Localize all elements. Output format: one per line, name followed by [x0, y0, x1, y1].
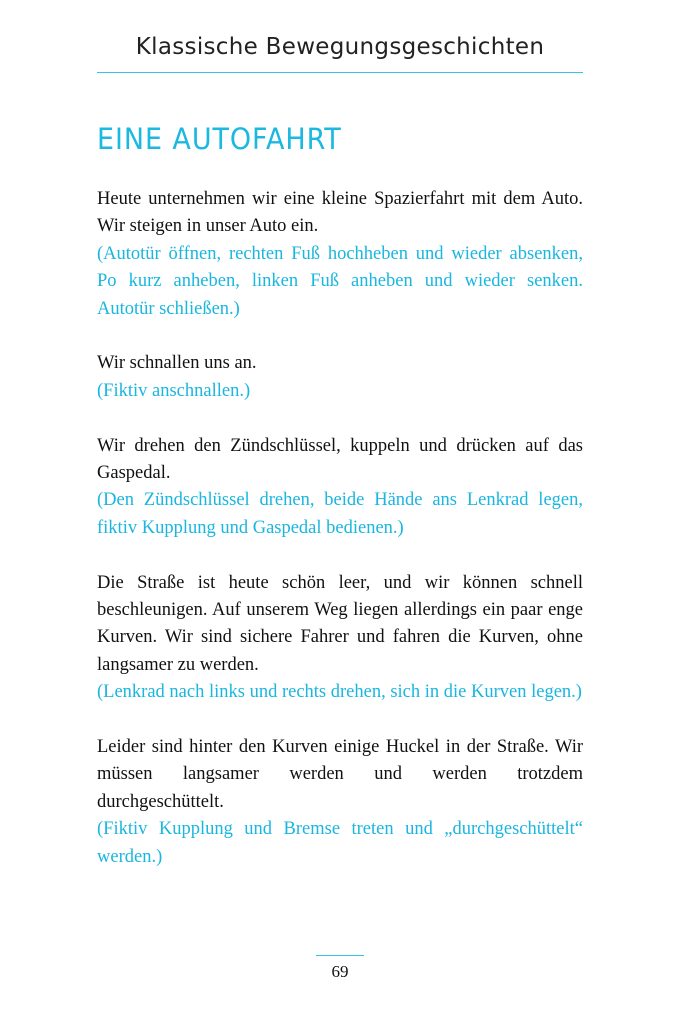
movement-instruction: (Den Zündschlüssel drehen, beide Hände ans Lenkrad legen, fiktiv Kupplung und Gaspedal bedienen.) — [97, 490, 583, 538]
story-text: Leider sind hinter den Kurven einige Huckel in der Straße. Wir müssen langsamer werden und werden trotzdem durchgeschüttelt. — [97, 737, 583, 812]
story-body — [97, 186, 583, 898]
chapter-title: EINE AUTOFAHRT — [97, 122, 342, 156]
story-paragraph — [97, 570, 583, 707]
story-paragraph — [97, 350, 583, 405]
page-number: 69 — [331, 962, 349, 981]
story-text: Heute unternehmen wir eine kleine Spazierfahrt mit dem Auto. Wir steigen in unser Auto ein. — [97, 189, 583, 237]
header-divider — [97, 72, 583, 73]
story-paragraph — [97, 433, 583, 543]
movement-instruction: (Autotür öffnen, rechten Fuß hochheben und wieder absenken, Po kurz anheben, linken Fuß anheben und wieder senken. Autotür schließen.) — [97, 243, 583, 319]
movement-instruction: (Fiktiv Kupplung und Bremse treten und „durchgeschüttelt“ werden.) — [97, 819, 583, 867]
story-text: Die Straße ist heute schön leer, und wir können schnell beschleunigen. Auf unserem Weg liegen allerdings ein paar enge Kurven. Wir sind sichere Fahrer und fahren die Kurven, ohne langsamer zu werden. — [97, 572, 583, 675]
story-text: Wir schnallen uns an. — [97, 353, 257, 374]
movement-instruction: (Lenkrad nach links und rechts drehen, sich in die Kurven legen.) — [97, 682, 582, 703]
story-text: Wir drehen den Zündschlüssel, kuppeln und drücken auf das Gaspedal. — [97, 435, 583, 484]
story-paragraph — [97, 734, 583, 871]
movement-instruction: (Fiktiv anschnallen.) — [97, 380, 251, 401]
running-header: Klassische Bewegungsgeschichten — [135, 34, 545, 60]
story-paragraph — [97, 186, 583, 323]
footer-divider — [316, 955, 364, 956]
